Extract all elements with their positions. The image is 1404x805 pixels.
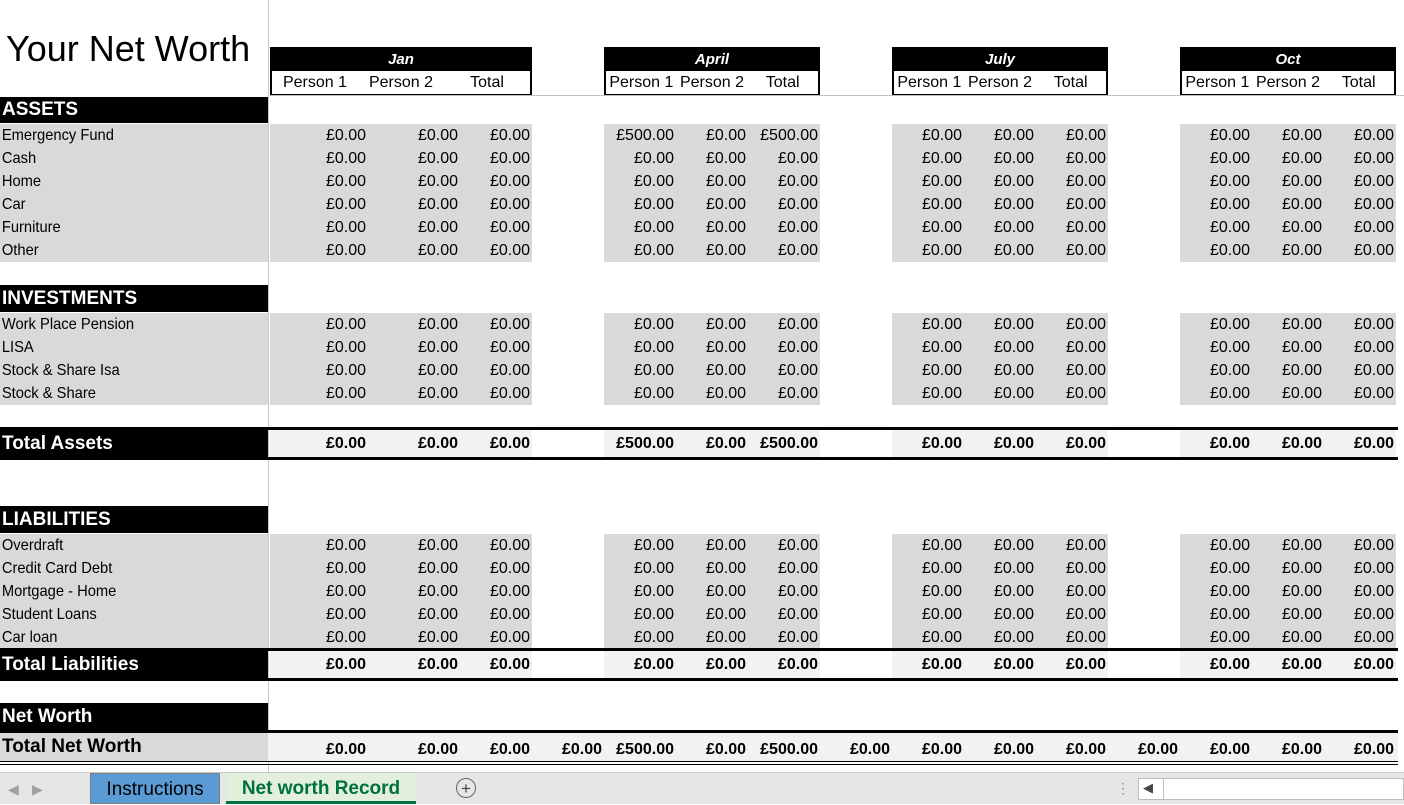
table-cell[interactable]: £0.00 [417, 606, 458, 623]
table-cell[interactable]: £0.00 [993, 196, 1034, 213]
table-cell[interactable]: £0.00 [921, 219, 962, 236]
table-cell[interactable]: £0.00 [705, 316, 746, 333]
table-cell[interactable]: £0.00 [777, 196, 818, 213]
total-liabilities-cell[interactable]: £0.00 [993, 656, 1034, 673]
table-cell[interactable]: £0.00 [705, 629, 746, 646]
tab-net-worth-record[interactable]: Net worth Record [226, 773, 416, 804]
table-cell[interactable]: £500.00 [760, 127, 818, 144]
table-cell[interactable]: £0.00 [417, 560, 458, 577]
table-cell[interactable]: £0.00 [921, 316, 962, 333]
table-cell[interactable]: £0.00 [1209, 385, 1250, 402]
table-cell[interactable]: £0.00 [1353, 150, 1394, 167]
table-cell[interactable]: £0.00 [1353, 196, 1394, 213]
total-net-worth-gap-cell[interactable]: £0.00 [1137, 741, 1178, 758]
month-name: April [606, 49, 818, 71]
total-net-worth-cell[interactable]: £0.00 [921, 741, 962, 758]
table-cell[interactable]: £0.00 [489, 242, 530, 259]
table-cell[interactable]: £0.00 [633, 196, 674, 213]
table-cell[interactable]: £0.00 [777, 629, 818, 646]
row-label[interactable]: Emergency Fund [1, 127, 114, 144]
table-cell[interactable]: £0.00 [1281, 583, 1322, 600]
table-cell[interactable]: £0.00 [489, 150, 530, 167]
horizontal-scrollbar[interactable] [1138, 778, 1404, 800]
total-liabilities-cell[interactable]: £0.00 [777, 656, 818, 673]
table-cell[interactable]: £0.00 [777, 560, 818, 577]
table-cell[interactable]: £0.00 [1353, 385, 1394, 402]
table-cell[interactable]: £0.00 [1209, 537, 1250, 554]
total-net-worth-cell[interactable]: £500.00 [760, 741, 818, 758]
table-cell[interactable]: £0.00 [1281, 150, 1322, 167]
scroll-right-icon[interactable]: ▶ [32, 781, 43, 797]
table-cell[interactable]: £0.00 [777, 339, 818, 356]
table-cell[interactable]: £0.00 [777, 173, 818, 190]
table-cell[interactable]: £0.00 [633, 150, 674, 167]
table-cell[interactable]: £0.00 [417, 316, 458, 333]
total-net-worth-cell[interactable]: £0.00 [489, 741, 530, 758]
scroll-left-icon[interactable]: ◀ [8, 781, 19, 797]
page-title: Your Net Worth [6, 28, 251, 69]
table-cell[interactable]: £0.00 [993, 537, 1034, 554]
table-cell[interactable]: £0.00 [489, 339, 530, 356]
table-cell[interactable]: £0.00 [633, 219, 674, 236]
table-cell[interactable]: £0.00 [1209, 242, 1250, 259]
add-sheet-icon[interactable]: + [456, 778, 476, 798]
month-subheaders [894, 71, 1106, 95]
table-cell[interactable]: £0.00 [1353, 629, 1394, 646]
total-net-worth-cell[interactable]: £0.00 [1209, 741, 1250, 758]
month-name: Jan [272, 49, 530, 71]
table-cell[interactable]: £0.00 [705, 606, 746, 623]
table-cell[interactable]: £0.00 [325, 316, 366, 333]
table-cell[interactable]: £0.00 [489, 362, 530, 379]
table-cell[interactable]: £0.00 [705, 219, 746, 236]
total-net-worth-cell[interactable]: £0.00 [705, 741, 746, 758]
total-assets-cell[interactable]: £0.00 [1065, 435, 1106, 452]
table-cell[interactable]: £0.00 [993, 150, 1034, 167]
table-cell[interactable]: £0.00 [1209, 150, 1250, 167]
table-cell[interactable]: £0.00 [921, 362, 962, 379]
table-cell[interactable]: £0.00 [1209, 219, 1250, 236]
row-label[interactable]: Student Loans [1, 606, 97, 623]
table-cell[interactable]: £0.00 [633, 242, 674, 259]
subheader-total: Total [470, 74, 504, 91]
table-cell[interactable]: £0.00 [705, 173, 746, 190]
table-cell[interactable]: £0.00 [777, 242, 818, 259]
table-cell[interactable]: £0.00 [777, 219, 818, 236]
total-bottom-border [0, 678, 1398, 681]
table-cell[interactable]: £0.00 [1209, 196, 1250, 213]
month-subheaders [1182, 71, 1394, 95]
table-cell[interactable]: £0.00 [325, 339, 366, 356]
total-assets-cell[interactable]: £0.00 [417, 435, 458, 452]
table-cell[interactable]: £0.00 [1353, 560, 1394, 577]
month-header-july[interactable] [892, 47, 1108, 96]
total-liabilities-cell[interactable]: £0.00 [325, 656, 366, 673]
total-assets-cell[interactable]: £500.00 [760, 435, 818, 452]
total-net-worth-gap-cell[interactable]: £0.00 [849, 741, 890, 758]
table-cell[interactable]: £0.00 [417, 339, 458, 356]
row-label[interactable]: Other [1, 242, 39, 259]
table-cell[interactable]: £0.00 [633, 339, 674, 356]
table-cell[interactable]: £0.00 [489, 127, 530, 144]
total-net-worth-label: Total Net Worth [2, 736, 142, 757]
section-assets: ASSETS [0, 97, 268, 123]
table-cell[interactable]: £0.00 [705, 385, 746, 402]
table-cell[interactable]: £0.00 [705, 127, 746, 144]
table-cell[interactable]: £0.00 [1281, 629, 1322, 646]
row-label[interactable]: Furniture [1, 219, 61, 236]
row-label[interactable]: Stock & Share Isa [1, 362, 120, 379]
table-cell[interactable]: £0.00 [1209, 583, 1250, 600]
table-cell[interactable]: £0.00 [705, 560, 746, 577]
table-cell[interactable]: £0.00 [921, 606, 962, 623]
total-assets-cell[interactable]: £0.00 [489, 435, 530, 452]
table-cell[interactable]: £0.00 [489, 385, 530, 402]
month-subheaders [272, 71, 530, 95]
total-liabilities-label: Total Liabilities [0, 651, 268, 678]
table-cell[interactable]: £0.00 [1209, 606, 1250, 623]
table-cell[interactable]: £0.00 [705, 362, 746, 379]
table-cell[interactable]: £0.00 [993, 362, 1034, 379]
total-net-worth-cell[interactable]: £0.00 [993, 741, 1034, 758]
subheader-person-1: Person 1 [282, 74, 348, 91]
subheader-person-2: Person 2 [967, 74, 1033, 91]
table-cell[interactable]: £0.00 [1065, 339, 1106, 356]
table-cell[interactable]: £0.00 [1353, 219, 1394, 236]
table-cell[interactable]: £0.00 [1065, 150, 1106, 167]
table-cell[interactable]: £0.00 [1281, 339, 1322, 356]
total-liabilities-cell[interactable]: £0.00 [705, 656, 746, 673]
table-cell[interactable]: £0.00 [417, 173, 458, 190]
sheet-tab-bar [0, 772, 1404, 804]
table-cell[interactable]: £0.00 [1281, 173, 1322, 190]
total-liabilities-cell[interactable]: £0.00 [1281, 656, 1322, 673]
table-cell[interactable]: £0.00 [1065, 196, 1106, 213]
total-assets-cell[interactable]: £0.00 [325, 435, 366, 452]
row-label[interactable]: Home [1, 173, 42, 190]
table-cell[interactable]: £0.00 [325, 362, 366, 379]
row-label[interactable]: Stock & Share [1, 385, 96, 402]
table-cell[interactable]: £0.00 [993, 629, 1034, 646]
net-worth-double-border [0, 764, 1398, 765]
table-cell[interactable]: £0.00 [993, 316, 1034, 333]
total-net-worth-cell[interactable]: £0.00 [1353, 741, 1394, 758]
table-cell[interactable]: £0.00 [325, 173, 366, 190]
subheader-person-1: Person 1 [897, 74, 962, 91]
tab-instructions[interactable]: Instructions [90, 773, 220, 804]
total-assets-cell[interactable]: £0.00 [1209, 435, 1250, 452]
table-cell[interactable]: £0.00 [633, 173, 674, 190]
table-cell[interactable]: £0.00 [921, 339, 962, 356]
table-cell[interactable]: £0.00 [417, 362, 458, 379]
table-cell[interactable]: £0.00 [633, 316, 674, 333]
table-cell[interactable]: £0.00 [921, 629, 962, 646]
table-cell[interactable]: £0.00 [633, 606, 674, 623]
total-bottom-border [0, 457, 1398, 460]
table-cell[interactable]: £0.00 [777, 150, 818, 167]
table-cell[interactable]: £0.00 [921, 196, 962, 213]
section-liabilities: LIABILITIES [0, 506, 268, 533]
total-net-worth-cell[interactable]: £0.00 [417, 741, 458, 758]
subheader-person-2: Person 2 [1255, 74, 1321, 91]
total-assets-cell[interactable]: £0.00 [705, 435, 746, 452]
table-cell[interactable]: £0.00 [1353, 242, 1394, 259]
row-label[interactable]: Credit Card Debt [1, 560, 113, 577]
table-cell[interactable]: £0.00 [1209, 173, 1250, 190]
total-net-worth-cell[interactable]: £0.00 [1281, 741, 1322, 758]
table-cell[interactable]: £0.00 [1065, 316, 1106, 333]
subheader-total: Total [765, 74, 800, 91]
table-cell[interactable]: £0.00 [921, 385, 962, 402]
table-cell[interactable]: £0.00 [417, 219, 458, 236]
total-liabilities-cell[interactable]: £0.00 [921, 656, 962, 673]
subheader-total: Total [1341, 74, 1376, 91]
table-cell[interactable]: £0.00 [633, 385, 674, 402]
table-cell[interactable]: £0.00 [921, 173, 962, 190]
table-cell[interactable]: £0.00 [1065, 219, 1106, 236]
table-cell[interactable]: £0.00 [325, 583, 366, 600]
month-header-jan[interactable] [270, 47, 532, 96]
subheader-person-1: Person 1 [1185, 74, 1250, 91]
table-cell[interactable]: £0.00 [325, 537, 366, 554]
table-cell[interactable]: £0.00 [325, 219, 366, 236]
total-net-worth-cell[interactable]: £500.00 [616, 741, 674, 758]
table-cell[interactable]: £0.00 [1353, 362, 1394, 379]
table-cell[interactable]: £0.00 [417, 127, 458, 144]
total-liabilities-cell[interactable]: £0.00 [1065, 656, 1106, 673]
row-label[interactable]: Mortgage - Home [1, 583, 117, 600]
table-cell[interactable]: £0.00 [1065, 242, 1106, 259]
table-cell[interactable]: £0.00 [1353, 583, 1394, 600]
table-cell[interactable]: £0.00 [1353, 173, 1394, 190]
table-cell[interactable]: £0.00 [921, 242, 962, 259]
table-cell[interactable]: £0.00 [489, 537, 530, 554]
total-assets-label: Total Assets [0, 430, 268, 457]
table-cell[interactable]: £0.00 [705, 242, 746, 259]
total-net-worth-gap-cell[interactable]: £0.00 [561, 741, 602, 758]
table-cell[interactable]: £0.00 [325, 560, 366, 577]
table-cell[interactable]: £0.00 [489, 316, 530, 333]
table-cell[interactable]: £0.00 [921, 127, 962, 144]
table-cell[interactable]: £0.00 [417, 150, 458, 167]
table-cell[interactable]: £0.00 [1065, 606, 1106, 623]
table-cell[interactable]: £0.00 [993, 560, 1034, 577]
table-cell[interactable]: £0.00 [489, 606, 530, 623]
subheader-person-2: Person 2 [679, 74, 745, 91]
table-cell[interactable]: £0.00 [705, 196, 746, 213]
table-cell[interactable]: £0.00 [993, 385, 1034, 402]
table-cell[interactable]: £0.00 [489, 583, 530, 600]
month-name: July [894, 49, 1106, 71]
table-cell[interactable]: £0.00 [777, 583, 818, 600]
month-subheaders [606, 71, 818, 95]
subheader-person-1: Person 1 [609, 74, 674, 91]
table-cell[interactable]: £0.00 [417, 196, 458, 213]
table-cell[interactable]: £0.00 [633, 362, 674, 379]
total-liabilities-cell[interactable]: £0.00 [417, 656, 458, 673]
column-divider [268, 0, 269, 772]
table-cell[interactable]: £0.00 [921, 583, 962, 600]
table-cell[interactable]: £0.00 [325, 385, 366, 402]
table-cell[interactable]: £0.00 [1209, 339, 1250, 356]
table-cell[interactable]: £0.00 [633, 629, 674, 646]
table-cell[interactable]: £0.00 [489, 560, 530, 577]
table-cell[interactable]: £0.00 [705, 339, 746, 356]
table-cell[interactable]: £0.00 [993, 219, 1034, 236]
table-cell[interactable]: £0.00 [325, 196, 366, 213]
total-assets-cell[interactable]: £500.00 [616, 435, 674, 452]
table-cell[interactable]: £0.00 [417, 583, 458, 600]
table-cell[interactable]: £0.00 [777, 316, 818, 333]
table-cell[interactable]: £0.00 [633, 583, 674, 600]
month-header-oct[interactable] [1180, 47, 1396, 96]
table-cell[interactable]: £0.00 [993, 173, 1034, 190]
table-cell[interactable]: £0.00 [921, 560, 962, 577]
table-cell[interactable]: £0.00 [417, 385, 458, 402]
table-cell[interactable]: £0.00 [1281, 316, 1322, 333]
total-net-worth-cell[interactable]: £0.00 [1065, 741, 1106, 758]
table-cell[interactable]: £0.00 [325, 629, 366, 646]
table-cell[interactable]: £0.00 [489, 196, 530, 213]
row-label[interactable]: Work Place Pension [1, 316, 135, 333]
table-cell[interactable]: £0.00 [993, 583, 1034, 600]
scrollbar-left-arrow-icon[interactable]: ◀ [1143, 780, 1153, 795]
table-cell[interactable]: £0.00 [1209, 560, 1250, 577]
table-cell[interactable]: £0.00 [993, 127, 1034, 144]
row-label[interactable]: Cash [1, 150, 37, 167]
table-cell[interactable]: £0.00 [489, 173, 530, 190]
table-cell[interactable]: £0.00 [325, 606, 366, 623]
table-cell[interactable]: £500.00 [616, 127, 674, 144]
total-liabilities-cell[interactable]: £0.00 [489, 656, 530, 673]
header-underline [270, 95, 1404, 96]
table-cell[interactable]: £0.00 [705, 150, 746, 167]
table-cell[interactable]: £0.00 [1281, 219, 1322, 236]
table-cell[interactable]: £0.00 [1353, 537, 1394, 554]
table-cell[interactable]: £0.00 [417, 629, 458, 646]
row-label[interactable]: Overdraft [1, 537, 64, 554]
table-cell[interactable]: £0.00 [1281, 606, 1322, 623]
table-cell[interactable]: £0.00 [1353, 316, 1394, 333]
table-cell[interactable]: £0.00 [921, 537, 962, 554]
table-cell[interactable]: £0.00 [777, 385, 818, 402]
table-cell[interactable]: £0.00 [1209, 316, 1250, 333]
table-cell[interactable]: £0.00 [1281, 242, 1322, 259]
table-cell[interactable]: £0.00 [1065, 537, 1106, 554]
table-cell[interactable]: £0.00 [1209, 362, 1250, 379]
table-cell[interactable]: £0.00 [1065, 362, 1106, 379]
table-cell[interactable]: £0.00 [1065, 173, 1106, 190]
total-liabilities-cell[interactable]: £0.00 [1353, 656, 1394, 673]
table-cell[interactable]: £0.00 [1281, 560, 1322, 577]
total-assets-cell[interactable]: £0.00 [921, 435, 962, 452]
month-name: Oct [1182, 49, 1394, 71]
table-cell[interactable]: £0.00 [489, 629, 530, 646]
table-cell[interactable]: £0.00 [993, 339, 1034, 356]
net-worth-bottom-border [0, 761, 1398, 762]
table-cell[interactable]: £0.00 [1281, 362, 1322, 379]
section-investments: INVESTMENTS [0, 285, 268, 312]
table-cell[interactable]: £0.00 [777, 537, 818, 554]
table-cell[interactable]: £0.00 [1353, 339, 1394, 356]
table-cell[interactable]: £0.00 [325, 242, 366, 259]
table-cell[interactable]: £0.00 [1065, 583, 1106, 600]
table-cell[interactable]: £0.00 [1281, 385, 1322, 402]
table-cell[interactable]: £0.00 [633, 560, 674, 577]
table-cell[interactable]: £0.00 [993, 242, 1034, 259]
table-cell[interactable]: £0.00 [705, 537, 746, 554]
table-cell[interactable]: £0.00 [1065, 629, 1106, 646]
table-cell[interactable]: £0.00 [777, 362, 818, 379]
subheader-person-2: Person 2 [368, 74, 434, 91]
row-label[interactable]: Car loan [1, 629, 58, 646]
table-cell[interactable]: £0.00 [1281, 127, 1322, 144]
table-cell[interactable]: £0.00 [705, 583, 746, 600]
total-assets-cell[interactable]: £0.00 [1281, 435, 1322, 452]
table-cell[interactable]: £0.00 [1209, 127, 1250, 144]
section-net-worth: Net Worth [0, 703, 268, 730]
total-net-worth-cell[interactable]: £0.00 [325, 741, 366, 758]
month-header-april[interactable] [604, 47, 820, 96]
table-cell[interactable]: £0.00 [1065, 560, 1106, 577]
table-cell[interactable]: £0.00 [417, 537, 458, 554]
subheader-total: Total [1053, 74, 1088, 91]
table-cell[interactable]: £0.00 [993, 606, 1034, 623]
table-cell[interactable]: £0.00 [921, 150, 962, 167]
table-cell[interactable]: £0.00 [325, 150, 366, 167]
row-label[interactable]: LISA [1, 339, 34, 356]
total-liabilities-cell[interactable]: £0.00 [633, 656, 674, 673]
scrollbar-divider [1163, 779, 1164, 799]
row-label[interactable]: Car [1, 196, 26, 213]
total-assets-cell[interactable]: £0.00 [1353, 435, 1394, 452]
total-assets-cell[interactable]: £0.00 [993, 435, 1034, 452]
table-cell[interactable]: £0.00 [1209, 629, 1250, 646]
table-cell[interactable]: £0.00 [633, 537, 674, 554]
table-cell[interactable]: £0.00 [417, 242, 458, 259]
splitter-grip-icon[interactable]: ⋮ [1116, 780, 1130, 796]
table-cell[interactable]: £0.00 [1065, 127, 1106, 144]
total-liabilities-cell[interactable]: £0.00 [1209, 656, 1250, 673]
table-cell[interactable]: £0.00 [777, 606, 818, 623]
table-cell[interactable]: £0.00 [1065, 385, 1106, 402]
table-cell[interactable]: £0.00 [489, 219, 530, 236]
table-cell[interactable]: £0.00 [1353, 606, 1394, 623]
table-cell[interactable]: £0.00 [1281, 196, 1322, 213]
table-cell[interactable]: £0.00 [1281, 537, 1322, 554]
table-cell[interactable]: £0.00 [325, 127, 366, 144]
table-cell[interactable]: £0.00 [1353, 127, 1394, 144]
